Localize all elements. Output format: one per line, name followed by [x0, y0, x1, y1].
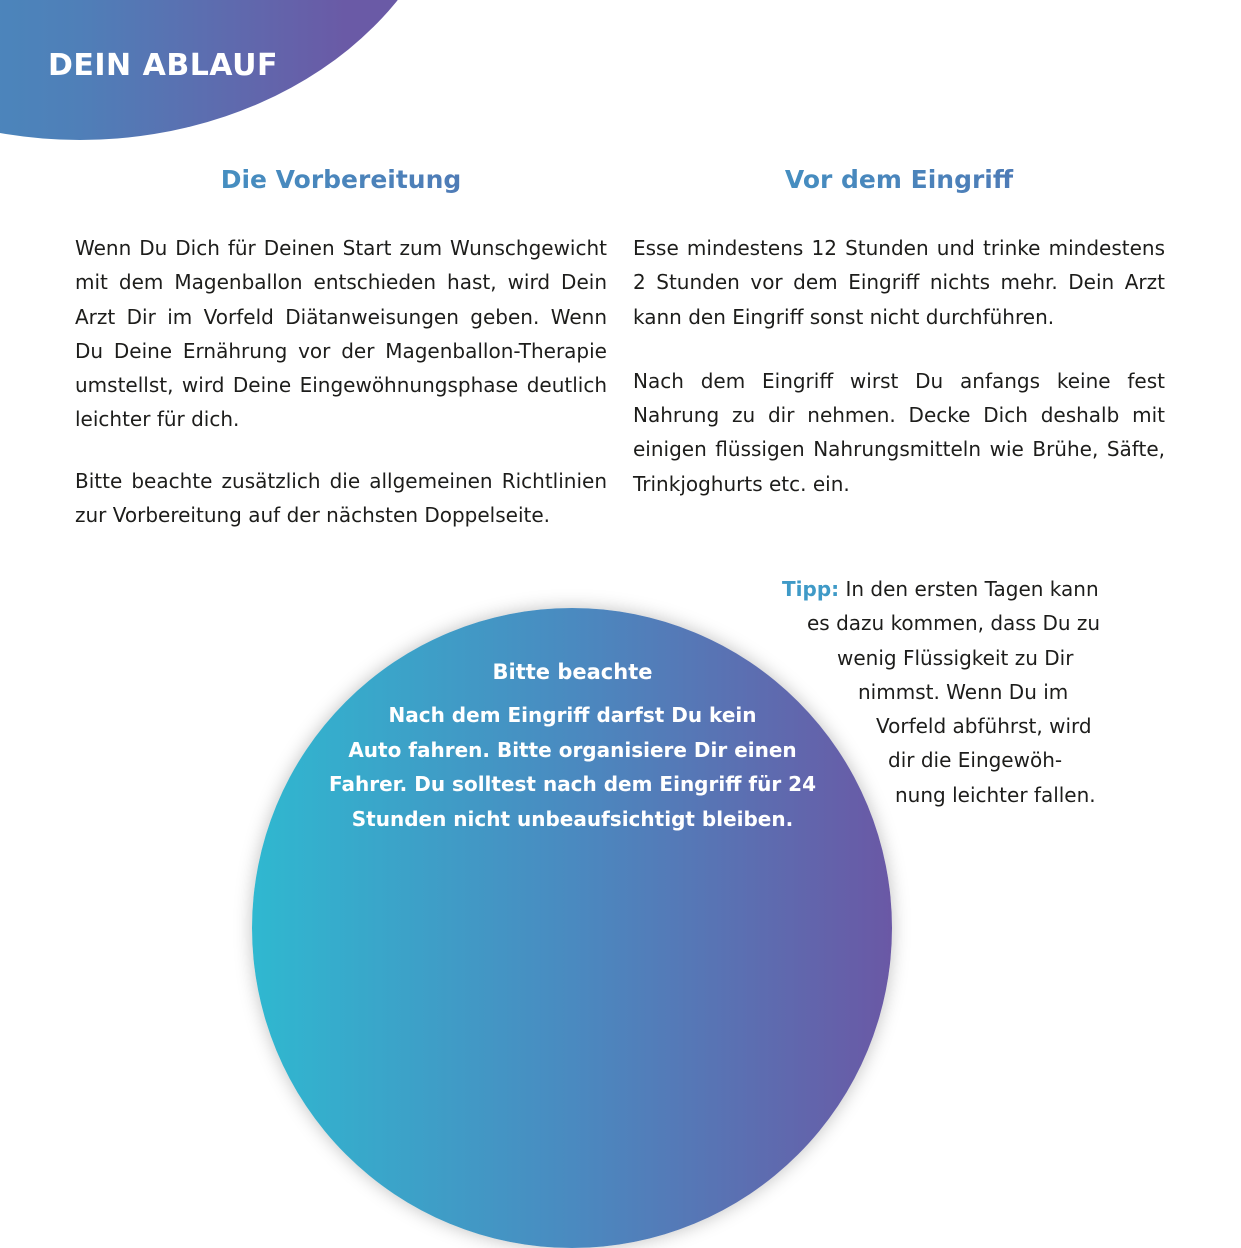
paragraph: Wenn Du Dich für Deinen Start zum Wunschgewicht mit dem Magenballon entschieden hast, wird Dein Arzt Dir im Vorfeld Diätanweisungen geben. Wenn Du Deine Ernährung vor der Magenballon-Therapie umstellst, wird Deine Eingewöhnungsphase deutlich leichter für dich.	[75, 236, 607, 432]
paragraph: Esse mindestens 12 Stunden und trinke mindestens 2 Stunden vor dem Eingriff nichts mehr. Dein Arzt kann den Eingriff sonst nicht durchführen.	[633, 236, 1165, 329]
paragraph: Bitte beachte zusätzlich die allgemeinen Richtlinien zur Vorbereitung auf der nächsten Doppelseite.	[75, 468, 607, 528]
tip-label: Tipp:	[782, 577, 840, 601]
notice-line: Nach dem Eingriff darfst Du kein	[388, 703, 757, 727]
tip-line: nimmst. Wenn Du im	[858, 679, 1069, 704]
tip-line: es dazu kommen, dass Du zu	[807, 611, 1101, 636]
section-heading-preparation: Die Vorbereitung	[75, 165, 607, 194]
notice-line: Fahrer. Du solltest nach dem Eingriff für 24	[329, 772, 816, 796]
tip-line: dir die Eingewöh-	[888, 748, 1063, 773]
tip-line: Vorfeld abführst, wird	[876, 714, 1092, 739]
section-heading-before-procedure: Vor dem Eingriff	[633, 165, 1165, 194]
notice-line: Auto fahren. Bitte organisiere Dir einen	[348, 737, 797, 762]
tip-text: In den ersten Tagen kann	[845, 577, 1099, 601]
paragraph: Nach dem Eingriff wirst Du anfangs keine fest Nahrung zu dir nehmen. Decke Dich deshalb mit einigen flüssigen Nahrungsmitteln wie Brühe, Säfte, Trinkjoghurts etc. ein.	[633, 368, 1165, 496]
before-procedure-text	[633, 231, 1165, 501]
tip-line: nung leichter fallen.	[895, 782, 1096, 807]
tip-line: wenig Flüssigkeit zu Dir	[837, 645, 1074, 670]
preparation-text	[75, 231, 607, 532]
notice-title: Bitte beachte	[492, 660, 653, 684]
tip-line	[760, 572, 1180, 606]
notice-text	[300, 698, 845, 836]
notice-line: Stunden nicht unbeaufsichtigt bleiben.	[351, 806, 794, 831]
notice-box	[300, 660, 845, 836]
page-title: DEIN ABLAUF	[48, 48, 278, 83]
